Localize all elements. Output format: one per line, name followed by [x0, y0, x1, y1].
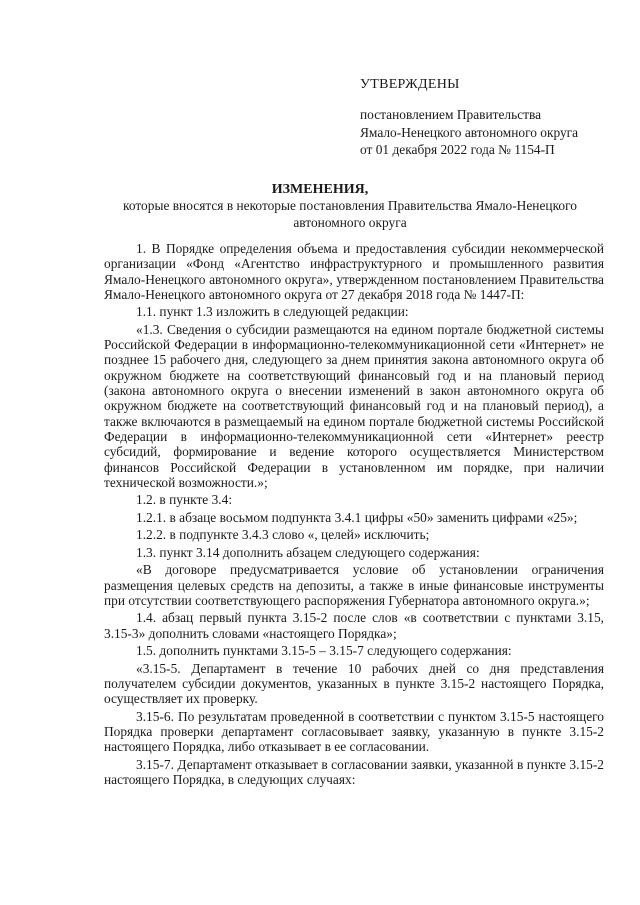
paragraph: «1.3. Сведения о субсидии размещаются на едином портале бюджетной системы Российской Федерации в информационно-телекоммуникационной сети «Интернет» не позднее 15 рабочего дня, следующего за днем принятия закона автономного округа об окружном бюджете на соответствующий финансовый год и на плановый период (закона автономного округа о внесении изменений в закон автономного округа об окружном бюджете на соответствующий финансовый год и на плановый период), а также включаются в размещаемый на едином портале бюджетной системы Российской Федерации в информационно-телекоммуникационной сети «Интернет» реестр субсидий, формирование и ведение которого осуществляется Министерством финансов Российской Федерации в установленном им порядке, при наличии технической возможности.»; — [104, 321, 604, 490]
document-title: ИЗМЕНЕНИЯ, — [271, 182, 369, 197]
decree-line: постановлением Правительства — [360, 107, 542, 122]
paragraph: 1.1. пункт 1.3 изложить в следующей редакции: — [136, 304, 409, 320]
decree-line: от 01 декабря 2022 года № 1154-П — [360, 142, 555, 157]
paragraph: 1.5. дополнить пунктами 3.15-5 – 3.15-7 следующего содержания: — [136, 643, 512, 659]
paragraph: «В договоре предусматривается условие об установлении ограничения размещения целевых средств на депозиты, а также в иные финансовые инструменты при отсутствии соответствующего распоряжения Губернатора автономного округа.»; — [104, 562, 604, 608]
paragraph: 1. В Порядке определения объема и предоставления субсидии некоммерческой организации «Фонд «Агентство инфраструктурного и промышленного развития Ямало-Ненецкого автономного округа», утвержденном постановлением Правительства Ямало-Ненецкого автономного округа от 27 декабря 2018 года № 1447-П: — [104, 241, 604, 302]
decree-reference — [360, 106, 578, 159]
decree-line: Ямало-Ненецкого автономного округа — [360, 124, 579, 140]
paragraph: 3.15-7. Департамент отказывает в согласовании заявки, указанной в пункте 3.15-2 настоящего Порядка, в следующих случаях: — [104, 756, 604, 788]
paragraph: 1.3. пункт 3.14 дополнить абзацем следующего содержания: — [136, 544, 480, 560]
approval-stamp-label: УТВЕРЖДЕНЫ — [360, 77, 460, 92]
document-subtitle: которые вносятся в некоторые постановления Правительства Ямало-Ненецкого автономного округа — [123, 198, 577, 230]
paragraph: «3.15-5. Департамент в течение 10 рабочих дней со дня представления получателем субсидии документов, указанных в пункте 3.15-2 настоящего Порядка, осуществляет их проверку. — [104, 660, 604, 707]
paragraph: 1.2. в пункте 3.4: — [136, 492, 233, 508]
paragraph: 1.2.1. в абзаце восьмом подпункта 3.4.1 цифры «50» заменить цифрами «25»; — [136, 509, 578, 525]
paragraph: 3.15-6. По результатам проведенной в соответствии с пунктом 3.15-5 настоящего Порядка проверки департамент согласовывает заявку, указанную в пункте 3.15-2 настоящего Порядка, либо отказывает в ее согласовании. — [104, 708, 604, 755]
paragraph: 1.4. абзац первый пункта 3.15-2 после слов «в соответствии с пунктами 3.15, 3.15-3» дополнить словами «настоящего Порядка»; — [104, 610, 604, 641]
document-body — [104, 241, 604, 790]
paragraph: 1.2.2. в подпункте 3.4.3 слово «, целей» исключить; — [136, 527, 430, 543]
